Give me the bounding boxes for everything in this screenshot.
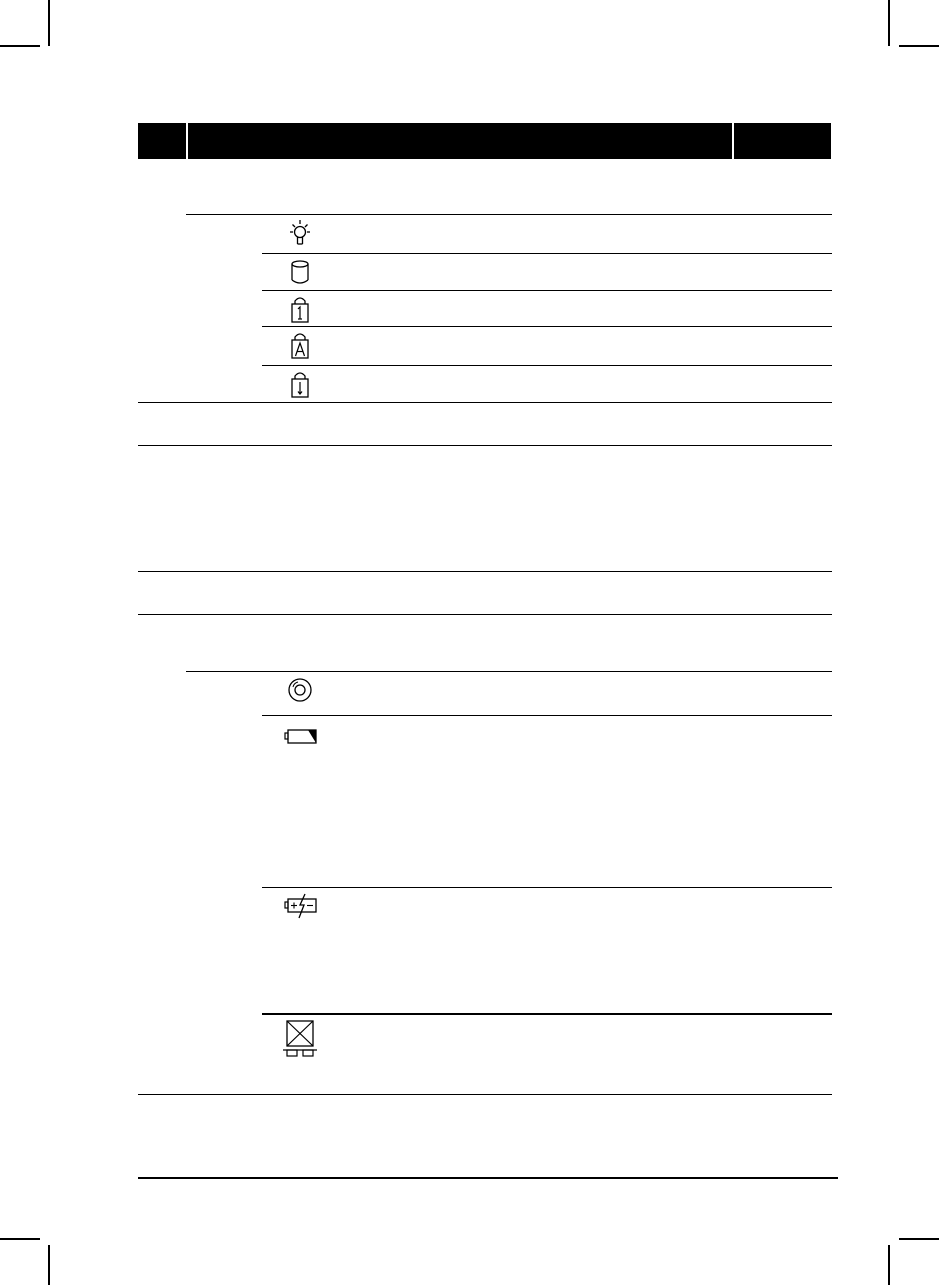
standby-icon	[282, 1018, 318, 1058]
table-row-divider	[262, 290, 832, 291]
crop-mark	[48, 0, 50, 46]
table-row-divider	[186, 214, 832, 215]
crop-mark	[48, 1245, 50, 1285]
battery-charging-icon	[282, 889, 318, 923]
footer-rule	[138, 1177, 838, 1179]
table-row-divider	[262, 326, 832, 327]
header-divider	[186, 123, 188, 159]
table-row-divider	[138, 614, 832, 615]
cd-disc-icon	[282, 673, 318, 707]
table-row-divider	[138, 571, 832, 572]
table-row-divider	[262, 887, 832, 888]
header-divider	[732, 123, 734, 159]
hdd-cylinder-icon	[282, 255, 318, 289]
crop-mark	[899, 1238, 939, 1240]
num-lock-icon	[282, 292, 318, 326]
crop-mark	[888, 1245, 890, 1285]
table-row-divider	[262, 1013, 832, 1015]
table-row-divider	[138, 1094, 832, 1095]
power-bulb-icon	[282, 217, 318, 251]
table-row-divider	[186, 671, 832, 672]
table-row-divider	[262, 715, 832, 716]
table-row-divider	[138, 445, 832, 446]
battery-low-icon	[282, 720, 318, 754]
crop-mark	[0, 45, 40, 47]
crop-mark	[888, 0, 890, 46]
crop-mark	[0, 1238, 40, 1240]
table-row-divider	[262, 253, 832, 254]
table-row-divider	[262, 365, 832, 366]
caps-lock-icon	[282, 328, 318, 362]
scroll-lock-icon	[282, 367, 318, 401]
crop-mark	[899, 45, 939, 47]
table-row-divider	[138, 402, 832, 403]
table-header	[138, 123, 831, 159]
